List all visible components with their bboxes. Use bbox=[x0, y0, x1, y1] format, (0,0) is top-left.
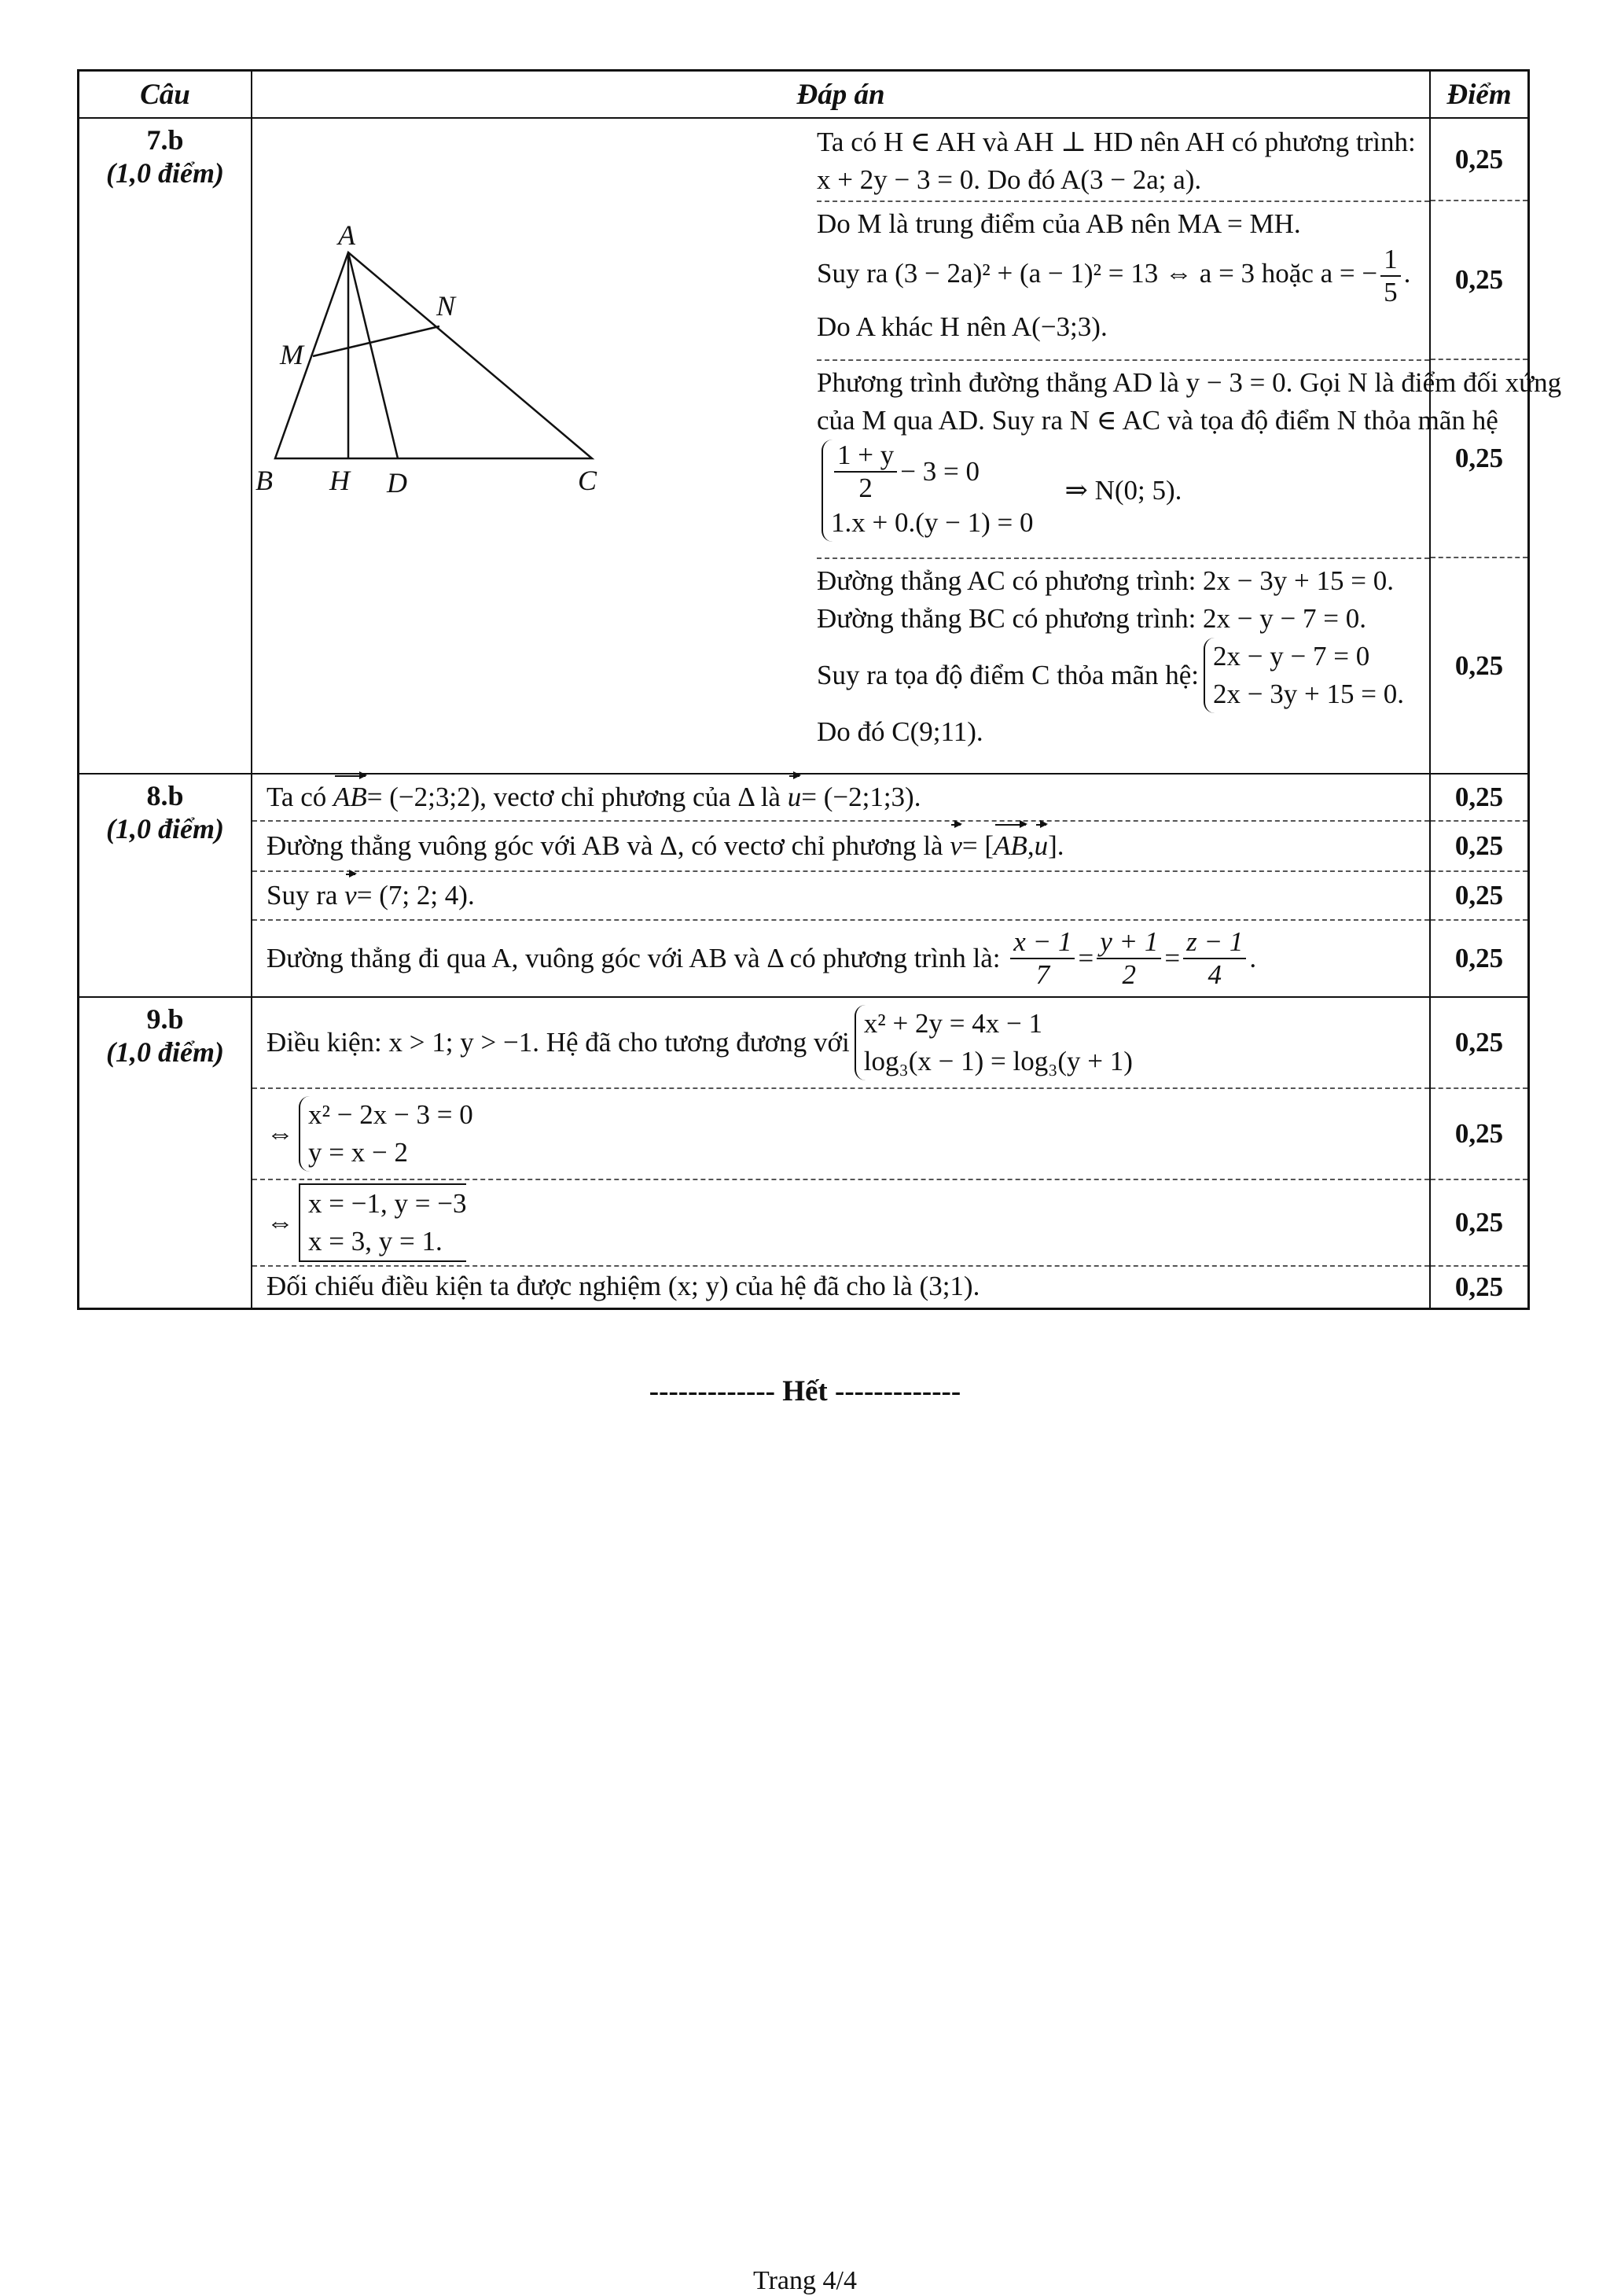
label-h: H bbox=[329, 465, 350, 496]
question-8b-label: 8.b (1,0 điểm) bbox=[79, 774, 252, 997]
q8-score-2: 0,25 bbox=[1430, 821, 1529, 871]
q7-system-c: 2x − y − 7 = 0 2x − 3y + 15 = 0. bbox=[1204, 638, 1404, 713]
question-7b-label: 7.b (1,0 điểm) bbox=[79, 118, 252, 774]
q7-step-4: Đường thẳng AC có phương trình: 2x − 3y + 15 = 0. Đường thẳng BC có phương trình: 2x − y − 7 = 0. Suy ra tọa độ điểm C thỏa mãn hệ: 2x − y − 7 = 0 2x − 3y + 15 = 0. Do đó C(9;11). bbox=[252, 557, 1430, 774]
label-b: B bbox=[255, 465, 273, 496]
segment-ad bbox=[348, 252, 398, 458]
q9-step-1: Điều kiện: x > 1; y > −1. Hệ đã cho tương đương với x² + 2y = 4x − 1 log₃(x − 1) = log₃(y + 1) bbox=[252, 997, 1430, 1088]
segment-mn bbox=[313, 326, 439, 356]
q8-step-1: Ta có AB = (−2;3;2), vectơ chỉ phương của Δ là u = (−2;1;3). bbox=[252, 774, 1430, 821]
q9-score-1: 0,25 bbox=[1430, 997, 1529, 1088]
q8-score-4: 0,25 bbox=[1430, 920, 1529, 997]
label-c: C bbox=[578, 465, 597, 496]
table-row bbox=[79, 920, 1529, 997]
table-row bbox=[79, 997, 1529, 1088]
q8-score-3: 0,25 bbox=[1430, 871, 1529, 920]
q9-step-2: ⇔ x² − 2x − 3 = 0 y = x − 2 bbox=[252, 1088, 1430, 1179]
q7-score-1: 0,25 bbox=[1430, 118, 1529, 201]
label-m: M bbox=[280, 339, 303, 370]
q8-step-2: Đường thẳng vuông góc với AB và Δ, có vectơ chỉ phương là v = [ AB , u ]. bbox=[252, 821, 1430, 871]
end-mark: ------------- Hết ------------- bbox=[649, 1375, 961, 1407]
table-row bbox=[79, 1179, 1529, 1266]
q9-step-4: Đối chiếu điều kiện ta được nghiệm (x; y) của hệ đã cho là (3;1). bbox=[252, 1266, 1430, 1309]
table-row bbox=[79, 1088, 1529, 1179]
triangle-figure bbox=[255, 223, 617, 506]
q7-score-2: 0,25 bbox=[1430, 201, 1529, 359]
table-row bbox=[79, 774, 1529, 821]
triangle-abc bbox=[275, 252, 592, 458]
q9-score-4: 0,25 bbox=[1430, 1266, 1529, 1309]
header-score: Điểm bbox=[1430, 71, 1529, 119]
table-row bbox=[79, 557, 1529, 774]
label-n: N bbox=[436, 290, 456, 322]
question-9b-label: 9.b (1,0 điểm) bbox=[79, 997, 252, 1309]
q8-step-3: Suy ra v = (7; 2; 4). bbox=[252, 871, 1430, 920]
table-header-row bbox=[79, 71, 1529, 119]
q9-step-3: ⇔ x = −1, y = −3 x = 3, y = 1. bbox=[252, 1179, 1430, 1266]
page-footer: Trang 4/4 bbox=[753, 2266, 857, 2295]
q7-system-n: $\frac{1 + y}{2}$ − 3 = 0 1.x + 0.(y − 1) = 0 bbox=[822, 440, 1034, 542]
q9-bracket-solutions: x = −1, y = −3 x = 3, y = 1. bbox=[299, 1183, 466, 1262]
header-question: Câu bbox=[79, 71, 252, 119]
q7-score-3: 0,25 bbox=[1430, 359, 1529, 557]
q7-step-1: Ta có H ∈ AH và AH ⊥ HD nên AH có phương trình: x + 2y − 3 = 0. Do đó A(3 − 2a; a). bbox=[252, 118, 1430, 201]
table-row bbox=[79, 871, 1529, 920]
q7-step-2: Do M là trung điểm của AB nên MA = MH. Suy ra (3 − 2a)² + (a − 1)² = 13 ⇔ a = 3 hoặc a = − $\frac{1}{5}$ . Do A khác H nên A(−3;3). bbox=[252, 201, 1430, 359]
q9-system-1: x² + 2y = 4x − 1 log₃(x − 1) = log₃(y + 1) bbox=[855, 1005, 1133, 1080]
q9-score-2: 0,25 bbox=[1430, 1088, 1529, 1179]
q7-score-4: 0,25 bbox=[1430, 557, 1529, 774]
q7-step-3: Phương trình đường thẳng AD là y − 3 = 0. Gọi N là điểm đối xứng của M qua AD. Suy ra N ∈ AC và tọa độ điểm N thỏa mãn hệ $\frac{1 + y}{2}$ − 3 = 0 1.x + 0.(y − 1) = 0 ⇒ N(0; 5). bbox=[252, 359, 1430, 557]
table-row bbox=[79, 118, 1529, 201]
q8-step-4: Đường thẳng đi qua A, vuông góc với AB và Δ có phương trình là: $\frac{x - 1}{7}$ = $\frac{y + 1}{2}$ = $\frac{z - 1}{4}$ . bbox=[252, 920, 1430, 997]
q8-score-1: 0,25 bbox=[1430, 774, 1529, 821]
q9-system-2: x² − 2x − 3 = 0 y = x − 2 bbox=[299, 1096, 473, 1172]
label-d: D bbox=[387, 467, 407, 499]
table-row bbox=[79, 1266, 1529, 1309]
header-answer: Đáp án bbox=[252, 71, 1430, 119]
q9-score-3: 0,25 bbox=[1430, 1179, 1529, 1266]
table-row bbox=[79, 821, 1529, 871]
label-a: A bbox=[338, 223, 355, 251]
